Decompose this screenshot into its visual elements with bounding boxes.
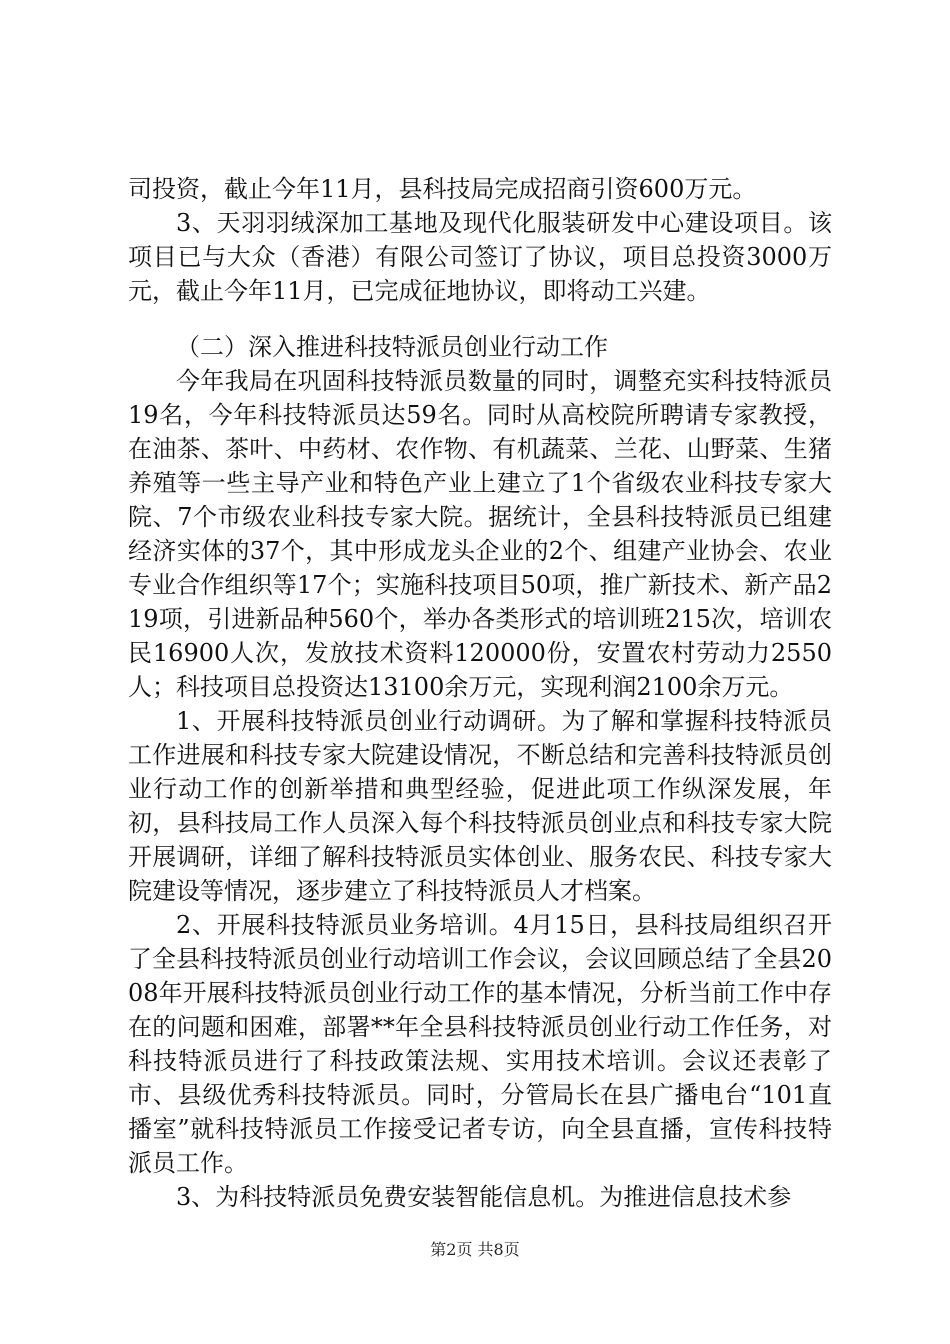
paragraph-item-1: 1、开展科技特派员创业行动调研。为了解和掌握科技特派员工作进展和科技专家大院建设情况，不断总结和完善科技特派员创业行动工作的创新举措和典型经验，促进此项工作纵深发展，年初，县科技局工作人员深入每个科技特派员创业点和科技专家大院开展调研，详细了解科技特派员实体创业、服务农民、科技专家大院建设等情况，逐步建立了科技特派员人才档案。 [128, 707, 832, 905]
document-body [128, 172, 832, 1214]
paragraph-item-3-partial: 3、为科技特派员免费安装智能信息机。为推进信息技术参 [176, 1183, 792, 1211]
paragraph-summary: 今年我局在巩固科技特派员数量的同时，调整充实科技特派员19名，今年科技特派员达59名。同时从高校院所聘请专家教授，在油茶、茶叶、中药材、农作物、有机蔬菜、兰花、山野菜、生猪养殖等一些主导产业和特色产业上建立了1个省级农业科技专家大院、7个市级农业科技专家大院。据统计，全县科技特派员已组建经济实体的37个，其中形成龙头企业的2个、组建产业协会、农业专业合作组织等17个；实施科技项目50项，推广新技术、新产品219项，引进新品种560个，举办各类形式的培训班215次，培训农民16900人次，发放技术资料120000份，安置农村劳动力2550人；科技项目总投资达13100余万元，实现利润2100余万元。 [128, 367, 832, 701]
paragraph-item-2: 2、开展科技特派员业务培训。4月15日，县科技局组织召开了全县科技特派员创业行动培训工作会议，会议回顾总结了全县2008年开展科技特派员创业行动工作的基本情况，分析当前工作中存在的问题和困难，部署**年全县科技特派员创业行动工作任务，对科技特派员进行了科技政策法规、实用技术培训。会议还表彰了市、县级优秀科技特派员。同时，分管局长在县广播电台“101直播室”就科技特派员工作接受记者专访，向全县直播，宣传科技特派员工作。 [128, 911, 832, 1177]
page-footer: 第2页 共8页 [430, 1240, 520, 1259]
paragraph-item-3: 3、天羽羽绒深加工基地及现代化服装研发中心建设项目。该项目已与大众（香港）有限公司签订了协议，项目总投资3000万元，截止今年11月，已完成征地协议，即将动工兴建。 [128, 209, 832, 305]
section-heading: （二）深入推进科技特派员创业行动工作 [176, 333, 608, 361]
paragraph-continuation: 司投资，截止今年11月，县科技局完成招商引资600万元。 [128, 175, 757, 203]
